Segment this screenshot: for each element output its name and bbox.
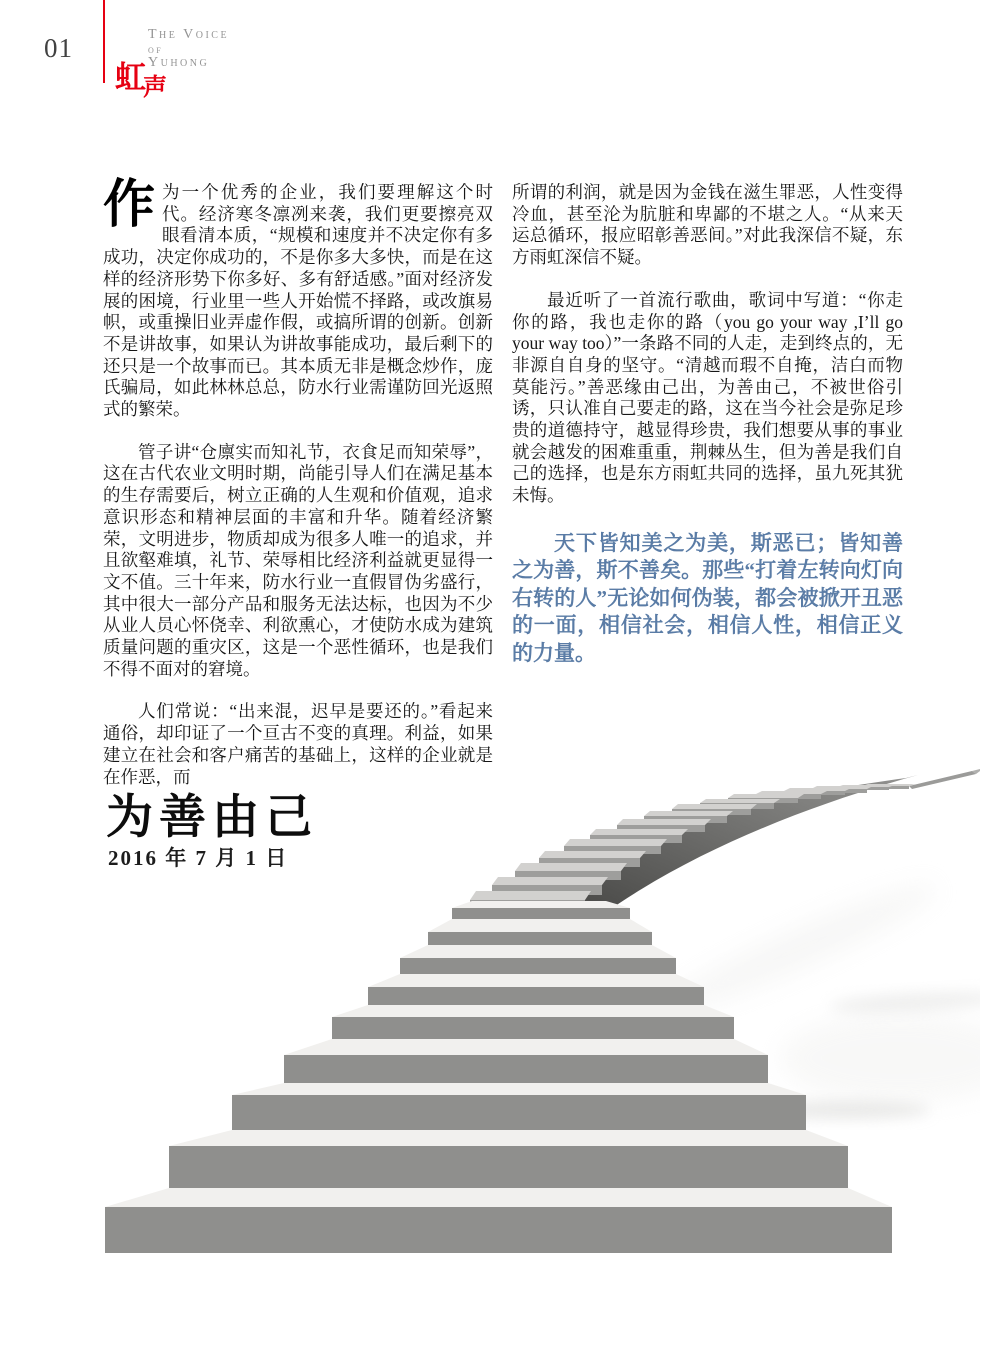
body-paragraph-2: 管子讲“仓廪实而知礼节，衣食足而知荣辱”，这在古代农业文明时期，尚能引导人们在满足基本的生存需要后，树立正确的人生观和价值观，追求意识形态和精神层面的丰富和升华。随着经济繁荣，文明进步，物质却成为很多人唯一的追求，并且欲壑难填，礼节、荣辱相比经济利益就更显得一文不值。三十年来，防水行业一直假冒伪劣盛行，其中很大一部分产品和服务无法达标，也因为不少从业人员心怀侥幸、利欲熏心，才使防水成为建筑质量问题的重灾区，这是一个恶性循环，也是我们不得不面对的窘境。 [103,441,493,679]
page-number: 01 [44,33,73,63]
article-title: 为善由己 [106,792,318,844]
body-paragraph-3: 人们常说：“出来混，迟早是要还的。”看起来通俗，却印证了一个亘古不变的真理。利益，如果建立在社会和客户痛苦的基础上，这样的企业就是在作恶，而 [103,701,493,787]
logo-char-1: 虹 [115,60,146,95]
masthead-line-3: Yuhong [148,55,210,70]
masthead-line-1: The Voice [148,27,230,42]
right-column [512,182,903,667]
paragraph-1-text: 为一个优秀的企业，我们要理解这个时代。经济寒冬凛冽来袭，我们更要擦亮双眼看清本质，“规模和速度并不决定你有多成功，决定你成功的，不是你多大多快，而是在这样的经济形势下你多好、多有舒适感。”面对经济发展的困境，行业里一些人开始慌不择路，或改旗易帜，或重操旧业弄虚作假，或搞所谓的创新。创新不是讲故事，如果认为讲故事能成功，最后剩下的还只是一个故事而已。其本质无非是概念炒作，庞氏骗局，如此林林总总，防水行业需谨防回光返照式的繁荣。 [103,182,493,420]
stair-tail [909,771,976,789]
drop-cap: 作 [103,177,156,234]
left-column [103,177,493,788]
body-paragraph-4: 所谓的利润，就是因为金钱在滋生罪恶，人性变得冷血，甚至沦为肮脏和卑鄙的不堪之人。“从来天运总循环，报应昭彰善恶间。”对此我深信不疑，东方雨虹深信不疑。 [512,182,903,268]
body-paragraph-1 [103,177,493,421]
masthead-line-2: of [148,42,164,56]
body-paragraph-5: 最近听了一首流行歌曲，歌词中写道：“你走你的路，我也走你的路（you go your way ,I’ll go your way too）”一条路不同的人走，走到终点的，无非源自自身的坚守。“清越而瑕不自掩，洁白而物莫能污。”善恶缘由己出，为善由己，不被世俗引诱，只认准自己要走的路，这在当今社会是弥足珍贵的道德持守，越显得珍贵，我们想要从事的事业就会越发的困难重重，荆棘丛生，但为善是我们自己的选择，也是东方雨虹共同的选择，虽九死其犹未悔。 [512,289,903,506]
highlight-quote: 天下皆知美之为美，斯恶已；皆知善之为善，斯不善矣。那些“打着左转向灯向右转的人”无论如何伪装，都会被掀开丑恶的一面，相信社会，相信人性，相信正义的力量。 [512,530,903,665]
article-date: 2016 年 7 月 1 日 [108,846,289,870]
header-rule [103,0,105,83]
yuhong-logo [115,52,170,101]
logo-char-2: 声 [143,75,167,101]
